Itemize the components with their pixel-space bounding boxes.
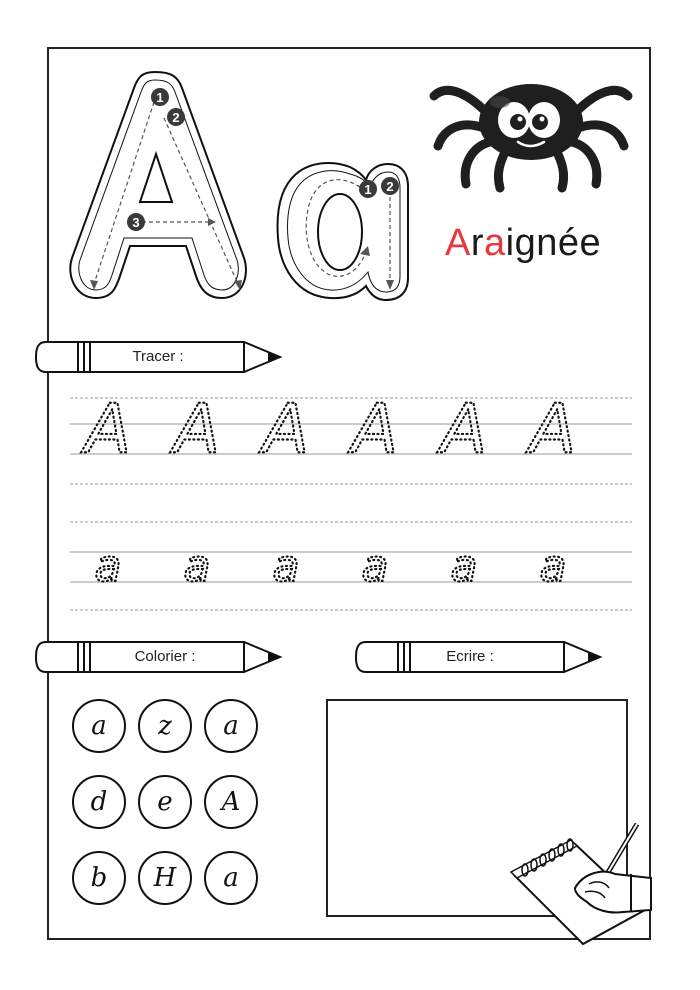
- color-circle[interactable]: H: [138, 851, 192, 905]
- word-highlight-1: A: [445, 222, 471, 264]
- trace-row-lower: [95, 541, 567, 592]
- tracing-area: [70, 392, 632, 622]
- trace-letter: a: [361, 541, 389, 592]
- trace-letter: a: [450, 541, 478, 592]
- color-circle[interactable]: d: [72, 775, 126, 829]
- svg-text:2: 2: [172, 110, 180, 125]
- word-plain-2: ignée: [505, 222, 602, 264]
- color-circle[interactable]: a: [204, 851, 258, 905]
- trace-letter: a: [539, 541, 567, 592]
- color-circle[interactable]: b: [72, 851, 126, 905]
- trace-letter: A: [440, 392, 488, 469]
- color-circle[interactable]: z: [138, 699, 192, 753]
- color-circle[interactable]: a: [72, 699, 126, 753]
- color-circle[interactable]: A: [204, 775, 258, 829]
- color-circle[interactable]: a: [204, 699, 258, 753]
- section-label-write: Ecrire :: [446, 648, 494, 665]
- hand-writing-notebook-icon: [505, 818, 655, 948]
- svg-text:2: 2: [386, 179, 394, 194]
- svg-text:3: 3: [132, 215, 140, 230]
- spider-illustration: [426, 62, 636, 197]
- section-label-color: Colorier :: [134, 648, 196, 665]
- word-plain-1: r: [470, 222, 485, 264]
- trace-letter: a: [183, 541, 211, 592]
- letter-model-svg: [60, 62, 420, 312]
- trace-letter: A: [262, 392, 310, 469]
- word-araignee: [445, 222, 601, 265]
- trace-letter: a: [94, 541, 122, 592]
- trace-letter: A: [529, 392, 577, 469]
- trace-letter: A: [84, 392, 132, 469]
- word-highlight-2: a: [484, 222, 506, 264]
- uppercase-a-outline: [70, 72, 246, 298]
- trace-letter: A: [351, 392, 399, 469]
- stroke-number-badges-upper: [127, 88, 185, 231]
- section-label-trace: Tracer :: [132, 348, 184, 365]
- trace-row-upper: [81, 392, 577, 469]
- trace-letter: A: [173, 392, 221, 469]
- svg-text:1: 1: [156, 90, 164, 105]
- svg-text:1: 1: [364, 182, 372, 197]
- color-circle[interactable]: e: [138, 775, 192, 829]
- trace-letter: a: [272, 541, 300, 592]
